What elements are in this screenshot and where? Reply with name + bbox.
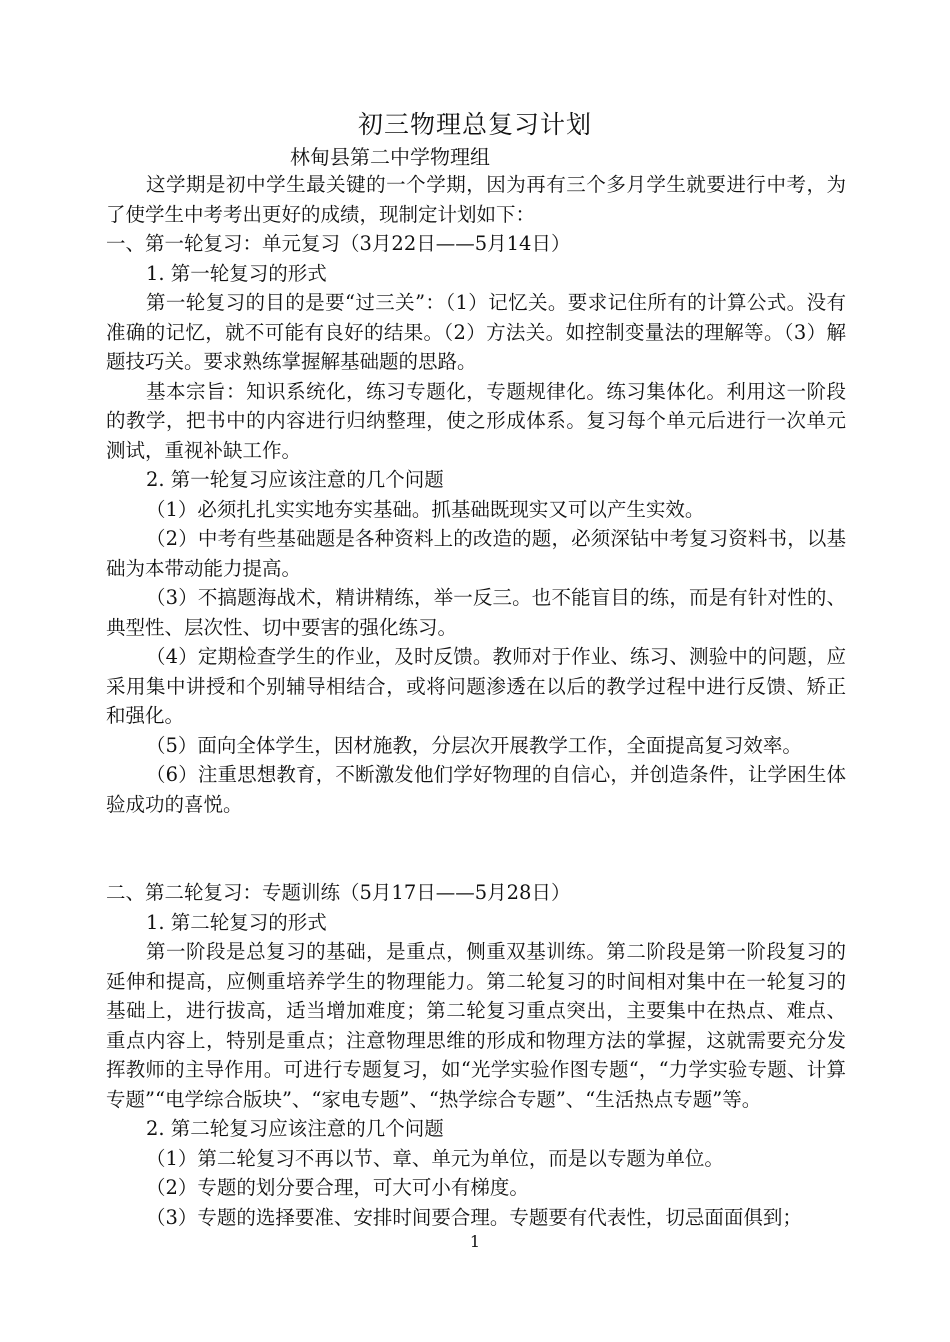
section-2-item: （2）专题的划分要合理，可大可小有梯度。 — [146, 1176, 529, 1199]
section-2-item: （1）第二轮复习不再以节、章、单元为单位，而是以专题为单位。 — [146, 1146, 724, 1170]
section-1-sub-1-heading: 1. 第一轮复习的形式 — [146, 261, 327, 285]
section-1-item: （3）不搞题海战术，精讲精练，举一反三。也不能盲目的练，而是有针对性的、典型性、层次性、切中要害的强化练习。 — [106, 586, 846, 639]
section-2-sub-2-heading: 2. 第二轮复习应该注意的几个问题 — [146, 1117, 444, 1140]
section-1-item: （4）定期检查学生的作业，及时反馈。教师对于作业、练习、测验中的问题，应采用集中讲授和个别辅导相结合，或将问题渗透在以后的教学过程中进行反馈、矫正和强化。 — [106, 645, 846, 727]
section-1-item: （5）面向全体学生，因材施教，分层次开展教学工作，全面提高复习效率。 — [146, 733, 802, 757]
document-title: 初三物理总复习计划 — [357, 110, 592, 139]
section-2-sub-1-paragraph-1: 第一阶段是总复习的基础，是重点，侧重双基训练。第二阶段是第一阶段复习的延伸和提高，应侧重培养学生的物理能力。第二轮复习的时间相对集中在一轮复习的基础上，进行拔高，适当增加难度；第二轮复习重点突出，主要集中在热点、难点、重点内容上，特别是重点；注意物理思维的形成和物理方法的掌握，这就需要充分发挥教师的主导作用。可进行专题复习，如“光学实验作图专题“，“力学实验专题、计算专题”“电学综合版块”、“家电专题”、“热学综合专题”、“生活热点专题”等。 — [106, 940, 846, 1111]
section-gap — [106, 819, 846, 878]
document-body — [106, 170, 846, 1232]
section-1-item: （1）必须扎扎实实地夯实基础。抓基础既现实又可以产生实效。 — [146, 497, 705, 521]
section-2-sub-1-heading: 1. 第二轮复习的形式 — [146, 910, 327, 934]
section-1-item: （6）注重思想教育，不断激发他们学好物理的自信心，并创造条件，让学困生体验成功的喜悦。 — [106, 763, 846, 816]
section-2-item: （3）专题的选择要准、安排时间要合理。专题要有代表性，切忌面面俱到； — [146, 1205, 802, 1229]
section-1-item: （2）中考有些基础题是各种资料上的改造的题，必须深钻中考复习资料书，以基础为本带动能力提高。 — [106, 527, 846, 580]
section-1-sub-2-heading: 2. 第一轮复习应该注意的几个问题 — [146, 468, 444, 491]
page-number: 1 — [469, 1232, 481, 1251]
section-2-heading: 二、第二轮复习：专题训练（5月17日——5月28日） — [106, 881, 571, 904]
intro-paragraph: 这学期是初中学生最关键的一个学期，因为再有三个多月学生就要进行中考，为了使学生中考考出更好的成绩，现制定计划如下： — [106, 173, 846, 226]
section-1-sub-1-paragraph-2: 基本宗旨：知识系统化，练习专题化，专题规律化。练习集体化。利用这一阶段的教学，把书中的内容进行归纳整理，使之形成体系。复习每个单元后进行一次单元测试，重视补缺工作。 — [106, 379, 846, 462]
document-author: 林甸县第二中学物理组 — [290, 145, 490, 169]
section-1-heading: 一、第一轮复习：单元复习（3月22日——5月14日） — [106, 232, 571, 255]
section-1-sub-1-paragraph-1: 第一轮复习的目的是要“过三关”：（1）记忆关。要求记住所有的计算公式。没有准确的记忆，就不可能有良好的结果。（2）方法关。如控制变量法的理解等。（3）解题技巧关。要求熟练掌握解基础题的思路。 — [106, 291, 846, 373]
